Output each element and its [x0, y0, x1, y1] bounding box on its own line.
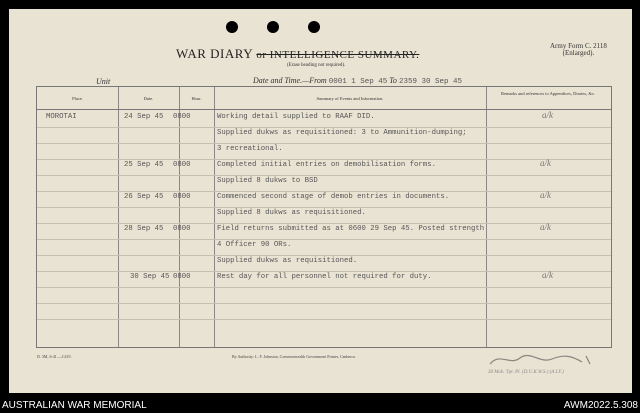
entry-hour: 0800 — [173, 273, 191, 281]
header-remarks: Remarks and references to Appendices, Diaries, &c. — [500, 91, 596, 96]
title-struck: or INTELLIGENCE SUMMARY. — [256, 49, 420, 61]
initials-mark: a/k — [542, 110, 553, 120]
entry-text: Commenced second stage of demob entries in documents. — [217, 193, 450, 201]
header-place: Place. — [72, 96, 83, 101]
initials-mark: a/k — [540, 190, 551, 200]
accession-number: AWM2022.5.308 — [563, 400, 638, 411]
entry-text: Field returns submitted as at 0600 29 Sep 45. Posted strength — [217, 225, 485, 233]
punch-hole — [308, 21, 320, 33]
signature-unit: 30 Mob. Tpt. Pl. (D.U.K.W.S.) (A.I.F.) — [488, 370, 564, 375]
title-main: WAR DIARY — [176, 46, 253, 61]
signature — [486, 350, 606, 370]
to-label: To — [389, 76, 397, 85]
row-rule — [37, 207, 611, 208]
date-time-label: Date and Time.—From — [253, 76, 327, 85]
entry-date: 26 Sep 45 — [124, 193, 164, 201]
erase-note: (Erase heading not required). — [287, 63, 346, 68]
row-rule — [37, 127, 611, 128]
initials-mark: a/k — [540, 222, 551, 232]
army-form-enlarged: (Enlarged). — [562, 49, 595, 57]
row-rule — [37, 143, 611, 144]
from-value: 0001 1 Sep 45 — [328, 78, 388, 86]
entry-text: Completed initial entries on demobilisation forms. — [217, 161, 436, 169]
entry-text: Supplied 8 dukws as requisitioned. — [217, 209, 366, 217]
punch-hole — [267, 21, 279, 33]
header-date: Date. — [143, 96, 154, 101]
row-rule — [37, 159, 611, 160]
row-rule — [37, 223, 611, 224]
column-divider — [118, 87, 119, 347]
row-rule — [37, 287, 611, 288]
entry-text: Supplied 8 dukws to BSD — [217, 177, 318, 185]
entry-hour: 0800 — [173, 161, 191, 169]
entry-text: Supplied dukws as requisitioned. — [217, 257, 358, 265]
column-divider — [179, 87, 180, 347]
header-hour: Hour. — [191, 96, 202, 101]
print-code: D. 3M, 6-41.—C419. — [37, 354, 72, 359]
date-time-line — [253, 76, 462, 86]
entry-text: Rest day for all personnel not required for duty. — [217, 273, 432, 281]
row-rule — [37, 191, 611, 192]
row-rule — [37, 319, 611, 320]
entry-date: 30 Sep 45 — [130, 273, 170, 281]
row-rule — [37, 175, 611, 176]
entry-text: Working detail supplied to RAAF DID. — [217, 113, 375, 121]
row-rule — [37, 239, 611, 240]
entry-date: 25 Sep 45 — [124, 161, 164, 169]
form-title — [176, 46, 419, 62]
collection-caption: AUSTRALIAN WAR MEMORIAL — [2, 400, 147, 411]
signature-scrawl — [490, 355, 590, 364]
initials-mark: a/k — [542, 270, 553, 280]
army-form-label — [550, 43, 607, 57]
army-form-number: Army Form C. 2118 — [550, 42, 607, 50]
row-rule — [37, 255, 611, 256]
entry-text: 4 Officer 90 ORs. — [217, 241, 292, 249]
entry-date: 24 Sep 45 — [124, 113, 164, 121]
entry-text: Supplied dukws as requisitioned: 3 to Ammunition-dumping; — [217, 129, 467, 137]
column-divider — [214, 87, 215, 347]
entry-place: MOROTAI — [46, 113, 77, 121]
entry-hour: 0800 — [173, 193, 191, 201]
entry-hour: 0800 — [173, 113, 191, 121]
header-rule — [37, 109, 611, 110]
entry-date: 28 Sep 45 — [124, 225, 164, 233]
diary-table — [36, 86, 612, 348]
initials-mark: a/k — [540, 158, 551, 168]
to-value: 2359 30 Sep 45 — [398, 78, 462, 86]
entry-text: 3 recreational. — [217, 145, 283, 153]
entry-hour: 0800 — [173, 225, 191, 233]
printer-authority: By Authority: L. F. Johnston, Commonwealth Government Printer, Canberra. — [232, 354, 356, 359]
row-rule — [37, 271, 611, 272]
unit-label: Unit — [96, 77, 111, 86]
column-divider — [486, 87, 487, 347]
punch-hole — [226, 21, 238, 33]
header-summary: Summary of Events and Information. — [316, 96, 384, 101]
row-rule — [37, 303, 611, 304]
